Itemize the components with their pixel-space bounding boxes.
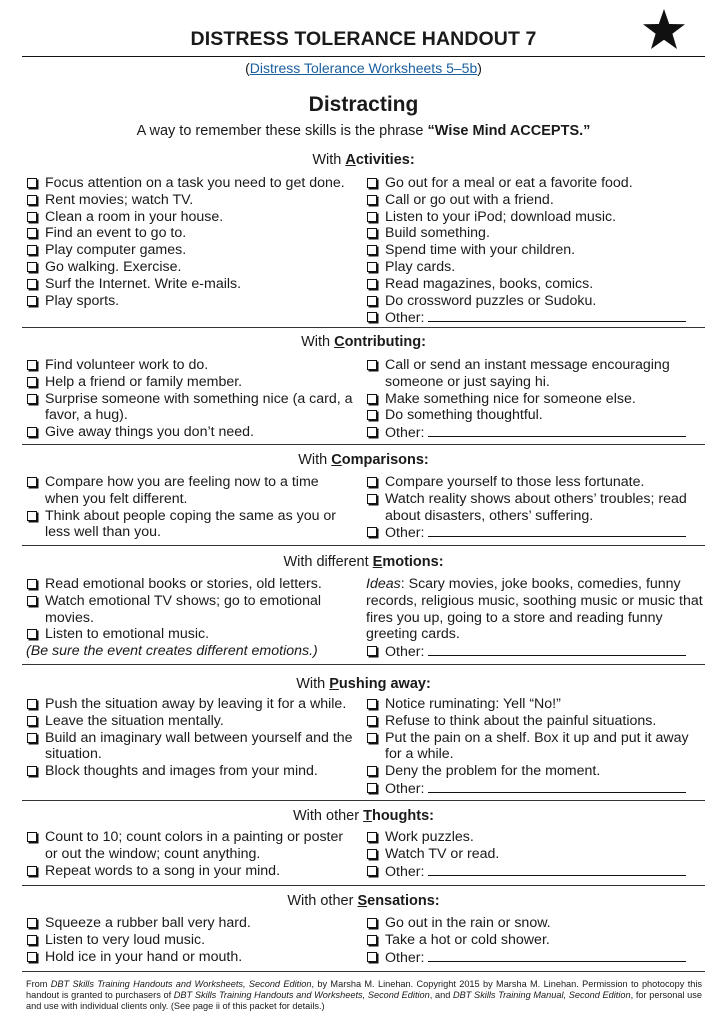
checkbox-icon [367, 918, 377, 928]
list-item[interactable]: Block thoughts and images from your mind. [26, 763, 356, 780]
list-item[interactable]: Help a friend or family member. [26, 374, 356, 391]
checkbox-icon [367, 312, 377, 322]
list-item[interactable]: Take a hot or cold shower. [366, 932, 704, 949]
list-item[interactable]: Give away things you don’t need. [26, 424, 356, 441]
comparisons-right-list [366, 474, 704, 542]
list-item[interactable]: Make something nice for someone else. [366, 391, 704, 408]
other-field[interactable]: Other: [366, 780, 704, 798]
list-item[interactable]: Rent movies; watch TV. [26, 192, 356, 209]
list-item[interactable]: Notice ruminating: Yell “No!” [366, 696, 704, 713]
thoughts-right-list [366, 829, 704, 880]
list-item[interactable]: Repeat words to a song in your mind. [26, 863, 356, 880]
checkbox-icon [367, 733, 377, 743]
list-item[interactable]: Surprise someone with something nice (a card, a favor, a hug). [26, 391, 356, 425]
checkbox-icon [367, 494, 377, 504]
other-field[interactable]: Other: [366, 524, 704, 542]
checkbox-icon [367, 410, 377, 420]
section-divider [22, 444, 705, 445]
list-item[interactable]: Find volunteer work to do. [26, 357, 356, 374]
checkbox-icon [27, 427, 37, 437]
contributing-left-list [26, 357, 356, 441]
checkbox-icon [27, 360, 37, 370]
checkbox-icon [27, 766, 37, 776]
emotions-left-list [26, 576, 356, 660]
list-item[interactable]: Call or send an instant message encouraging someone or just saying hi. [366, 357, 704, 391]
comparisons-left-list [26, 474, 356, 541]
other-blank-line[interactable] [428, 424, 686, 437]
checkbox-icon [27, 377, 37, 387]
checkbox-icon [367, 783, 377, 793]
list-item[interactable]: Count to 10; count colors in a painting or poster or out the window; count anything. [26, 829, 356, 863]
worksheets-link[interactable]: Distress Tolerance Worksheets 5–5b [249, 60, 478, 76]
list-item[interactable]: Surf the Internet. Write e-mails. [26, 276, 356, 293]
section-heading-comparisons: With Comparisons: [298, 452, 429, 468]
list-item[interactable]: Listen to very loud music. [26, 932, 356, 949]
other-blank-line[interactable] [428, 643, 686, 656]
section-heading-thoughts: With other Thoughts: [293, 808, 434, 824]
list-item[interactable]: Go walking. Exercise. [26, 259, 356, 276]
checkbox-icon [367, 766, 377, 776]
list-item[interactable]: Listen to emotional music. [26, 626, 356, 643]
list-item[interactable]: Watch emotional TV shows; go to emotional movies. [26, 593, 356, 627]
checkbox-icon [367, 178, 377, 188]
list-item[interactable]: Build an imaginary wall between yourself and the situation. [26, 730, 356, 764]
tagline-phrase: “Wise Mind ACCEPTS.” [427, 123, 591, 139]
list-item[interactable]: Squeeze a rubber ball very hard. [26, 915, 356, 932]
checkbox-icon [367, 427, 377, 437]
checkbox-icon [367, 394, 377, 404]
checkbox-icon [367, 228, 377, 238]
tagline: A way to remember these skills is the phrase “Wise Mind ACCEPTS.” [136, 123, 591, 139]
checkbox-icon [27, 394, 37, 404]
checkbox-icon [27, 629, 37, 639]
other-blank-line[interactable] [428, 524, 686, 537]
checkbox-icon [367, 279, 377, 289]
thoughts-left-list [26, 829, 356, 879]
list-item[interactable]: Put the pain on a shelf. Box it up and put it away for a while. [366, 730, 704, 764]
list-item[interactable]: Compare yourself to those less fortunate. [366, 474, 704, 491]
other-field[interactable]: Other: [366, 643, 704, 661]
checkbox-icon [367, 849, 377, 859]
list-item[interactable]: Listen to your iPod; download music. [366, 209, 704, 226]
checkbox-icon [367, 935, 377, 945]
other-blank-line[interactable] [428, 309, 686, 322]
list-item[interactable]: Do crossword puzzles or Sudoku. [366, 293, 704, 310]
other-field[interactable]: Other: [366, 424, 704, 442]
checkbox-icon [367, 245, 377, 255]
section-divider [22, 664, 705, 665]
list-item[interactable]: Build something. [366, 225, 704, 242]
checkbox-icon [27, 262, 37, 272]
section-heading-pushing-away: With Pushing away: [296, 676, 431, 692]
list-item[interactable]: Call or go out with a friend. [366, 192, 704, 209]
list-item[interactable]: Watch reality shows about others’ troubles; read about disasters, others’ suffering. [366, 491, 704, 525]
checkbox-icon [367, 716, 377, 726]
list-item[interactable]: Hold ice in your hand or mouth. [26, 949, 356, 966]
checkbox-icon [27, 477, 37, 487]
list-item[interactable]: Work puzzles. [366, 829, 704, 846]
checkbox-icon [27, 279, 37, 289]
list-item[interactable]: Think about people coping the same as you or less well than you. [26, 508, 356, 542]
list-item[interactable]: Go out in the rain or snow. [366, 915, 704, 932]
page-title: Distracting [308, 93, 419, 116]
sensations-right-list [366, 915, 704, 966]
checkbox-icon [27, 579, 37, 589]
activities-right-list [366, 175, 704, 327]
section-heading-activities: With Activities: [312, 152, 415, 168]
list-item[interactable]: Play cards. [366, 259, 704, 276]
checkbox-icon [367, 477, 377, 487]
sensations-left-list [26, 915, 356, 965]
checkbox-icon [367, 195, 377, 205]
contributing-right-list [366, 357, 704, 442]
header-rule [22, 56, 705, 57]
section-divider [22, 800, 705, 801]
checkbox-icon [27, 596, 37, 606]
emotions-note: (Be sure the event creates different emotions.) [26, 643, 318, 660]
checkbox-icon [27, 195, 37, 205]
checkbox-icon [367, 952, 377, 962]
other-field[interactable]: Other: [366, 949, 704, 967]
checkbox-icon [367, 212, 377, 222]
list-item[interactable]: Push the situation away by leaving it for a while. [26, 696, 356, 713]
checkbox-icon [367, 527, 377, 537]
pushing-right-list [366, 696, 704, 798]
list-item[interactable]: Clean a room in your house. [26, 209, 356, 226]
section-heading-emotions: With different Emotions: [283, 554, 444, 570]
other-blank-line[interactable] [428, 863, 686, 876]
list-item[interactable]: Go out for a meal or eat a favorite food. [366, 175, 704, 192]
section-divider [22, 885, 705, 886]
list-item[interactable]: Play computer games. [26, 242, 356, 259]
checkbox-icon [27, 178, 37, 188]
other-field[interactable]: Other: [366, 309, 704, 327]
list-item[interactable]: Compare how you are feeling now to a time when you felt different. [26, 474, 356, 508]
checkbox-icon [27, 935, 37, 945]
section-heading-contributing: With Contributing: [301, 334, 426, 350]
emotions-ideas: Ideas: Scary movies, joke books, comedies, funny records, religious music, soothing music or music that fires you up, going to a store and reading funny greeting cards. [366, 576, 703, 643]
activities-left-list [26, 175, 356, 309]
list-item[interactable]: Spend time with your children. [366, 242, 704, 259]
other-blank-line[interactable] [428, 949, 686, 962]
handout-title: DISTRESS TOLERANCE HANDOUT 7 [190, 28, 537, 50]
checkbox-icon [27, 918, 37, 928]
checkbox-icon [27, 832, 37, 842]
copyright-footer: From DBT Skills Training Handouts and Worksheets, Second Edition, by Marsha M. Linehan. Copyright 2015 by Marsha M. Linehan. Permission to photocopy this handout is granted to purchasers of DBT Skills Training Handouts and Worksheets, Second Edition, and DBT Skills Training Manual, Second Edition, for personal use and use with individual clients only. (See page ii of this packet for details.) [26, 979, 702, 1011]
list-item[interactable]: Focus attention on a task you need to get done. [26, 175, 356, 192]
checkbox-icon [367, 699, 377, 709]
checkbox-icon [27, 511, 37, 521]
other-blank-line[interactable] [428, 780, 686, 793]
checkbox-icon [367, 262, 377, 272]
list-item[interactable]: Do something thoughtful. [366, 407, 704, 424]
list-item[interactable]: Play sports. [26, 293, 356, 310]
checkbox-icon [27, 699, 37, 709]
checkbox-icon [27, 733, 37, 743]
checkbox-icon [27, 212, 37, 222]
checkbox-icon [367, 646, 377, 656]
worksheets-reference: (Distress Tolerance Worksheets 5–5b) [245, 60, 482, 76]
checkbox-icon [27, 296, 37, 306]
star-icon [642, 8, 686, 52]
list-item[interactable]: Read magazines, books, comics. [366, 276, 704, 293]
other-field[interactable]: Other: [366, 863, 704, 881]
section-divider [22, 327, 705, 328]
section-divider [22, 971, 705, 972]
section-divider [22, 545, 705, 546]
list-item[interactable]: Read emotional books or stories, old letters. [26, 576, 356, 593]
pushing-left-list [26, 696, 356, 780]
checkbox-icon [27, 228, 37, 238]
checkbox-icon [27, 245, 37, 255]
checkbox-icon [367, 832, 377, 842]
list-item[interactable]: Leave the situation mentally. [26, 713, 356, 730]
checkbox-icon [27, 866, 37, 876]
list-item[interactable]: Watch TV or read. [366, 846, 704, 863]
list-item[interactable]: Find an event to go to. [26, 225, 356, 242]
list-item[interactable]: Deny the problem for the moment. [366, 763, 704, 780]
checkbox-icon [367, 360, 377, 370]
list-item[interactable]: Refuse to think about the painful situations. [366, 713, 704, 730]
checkbox-icon [367, 296, 377, 306]
checkbox-icon [367, 866, 377, 876]
emotions-right-list [366, 576, 704, 661]
checkbox-icon [27, 716, 37, 726]
checkbox-icon [27, 952, 37, 962]
section-heading-sensations: With other Sensations: [287, 893, 440, 909]
